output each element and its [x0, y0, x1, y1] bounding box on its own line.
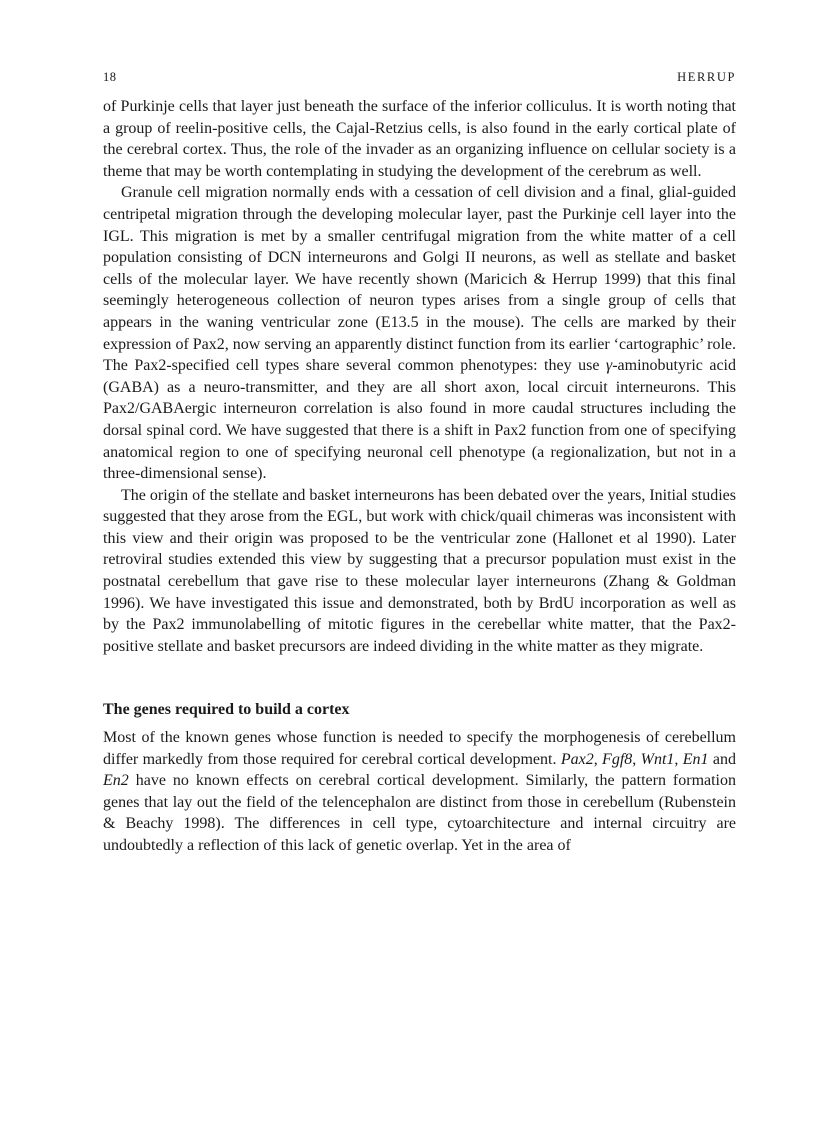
paragraph [103, 727, 736, 857]
text-run: Most of the known genes whose function is needed to specify the morphogenesis of cerebellum differ markedly from those required for cerebral cortical development. [103, 729, 736, 768]
body-text [103, 96, 736, 857]
paragraph [103, 485, 736, 658]
text-run: , [593, 750, 603, 768]
paragraph [103, 182, 736, 484]
text-run: The origin of the stellate and basket interneurons has been debated over the years, Initial studies suggested that they arose from the EGL, but work with chick/quail chimeras was inconsistent with this view and their origin was proposed to be the ventricular zone (Hallonet et al 1990). Later retroviral studies extended this view by suggesting that a precursor population must exist in the postnatal cerebellum that gave rise to these molecular layer interneurons (Zhang & Goldman 1996). We have investigated this issue and demonstrated, both by BrdU incorporation as well as by the Pax2 immunolabelling of mitotic figures in the cerebellar white matter, that the Pax2-positive stellate and basket precursors are indeed dividing in the white matter as they migrate. [103, 486, 736, 655]
text-run: of Purkinje cells that layer just beneath the surface of the inferior colliculus. It is worth noting that a group of reelin-positive cells, the Cajal-Retzius cells, is also found in the early cortical plate of the cerebral cortex. Thus, the role of the invader as an organizing influence on cellular society is a theme that may be worth contemplating in studying the development of the cerebrum as well. [103, 98, 736, 180]
italic-term: Wnt1 [640, 750, 675, 768]
italic-term: γ [605, 357, 613, 375]
page [103, 70, 736, 857]
italic-term: Fgf8 [602, 750, 633, 768]
section-heading: The genes required to build a cortex [103, 701, 350, 719]
text-run: , [674, 750, 683, 768]
text-run: and [708, 750, 737, 768]
paragraph [103, 96, 736, 182]
italic-term: En2 [103, 772, 129, 790]
running-head-author: HERRUP [677, 70, 736, 84]
text-run: , [632, 750, 641, 768]
running-head [103, 70, 736, 92]
italic-term: Pax2 [560, 750, 594, 768]
italic-term: En1 [682, 750, 709, 768]
text-run: have no known effects on cerebral cortical development. Similarly, the pattern formation genes that lay out the field of the telencephalon are distinct from those in cerebellum (Rubenstein & Beachy 1998). The differences in cell type, cytoarchitecture and internal circuitry are undoubtedly a reflection of this lack of genetic overlap. Yet in the area of [103, 772, 736, 854]
text-run: Granule cell migration normally ends with a cessation of cell division and a final, glial-guided centripetal migration through the developing molecular layer, past the Purkinje cell layer into the IGL. This migration is met by a smaller centrifugal migration from the white matter of a cell population consisting of DCN interneurons and Golgi II neurons, as well as stellate and basket cells of the molecular layer. We have recently shown (Maricich & Herrup 1999) that this final seemingly heterogeneous collection of neuron types arises from a single group of cells that appears in the waning ventricular zone (E13.5 in the mouse). The cells are marked by their expression of Pax2, now serving an apparently distinct function from its earlier ‘cartographic’ role. The Pax2-specified cell types share several common phenotypes: they use [103, 184, 736, 375]
text-run: -aminobutyric acid (GABA) as a neuro-transmitter, and they are all short axon, local circuit interneurons. This Pax2/GABAergic interneuron correlation is also found in more caudal structures including the dorsal spinal cord. We have suggested that there is a shift in Pax2 function from one of specifying anatomical region to one of specifying neuronal cell phenotype (a regionalization, but not in a three-dimensional sense). [103, 357, 736, 483]
page-number: 18 [103, 70, 117, 84]
